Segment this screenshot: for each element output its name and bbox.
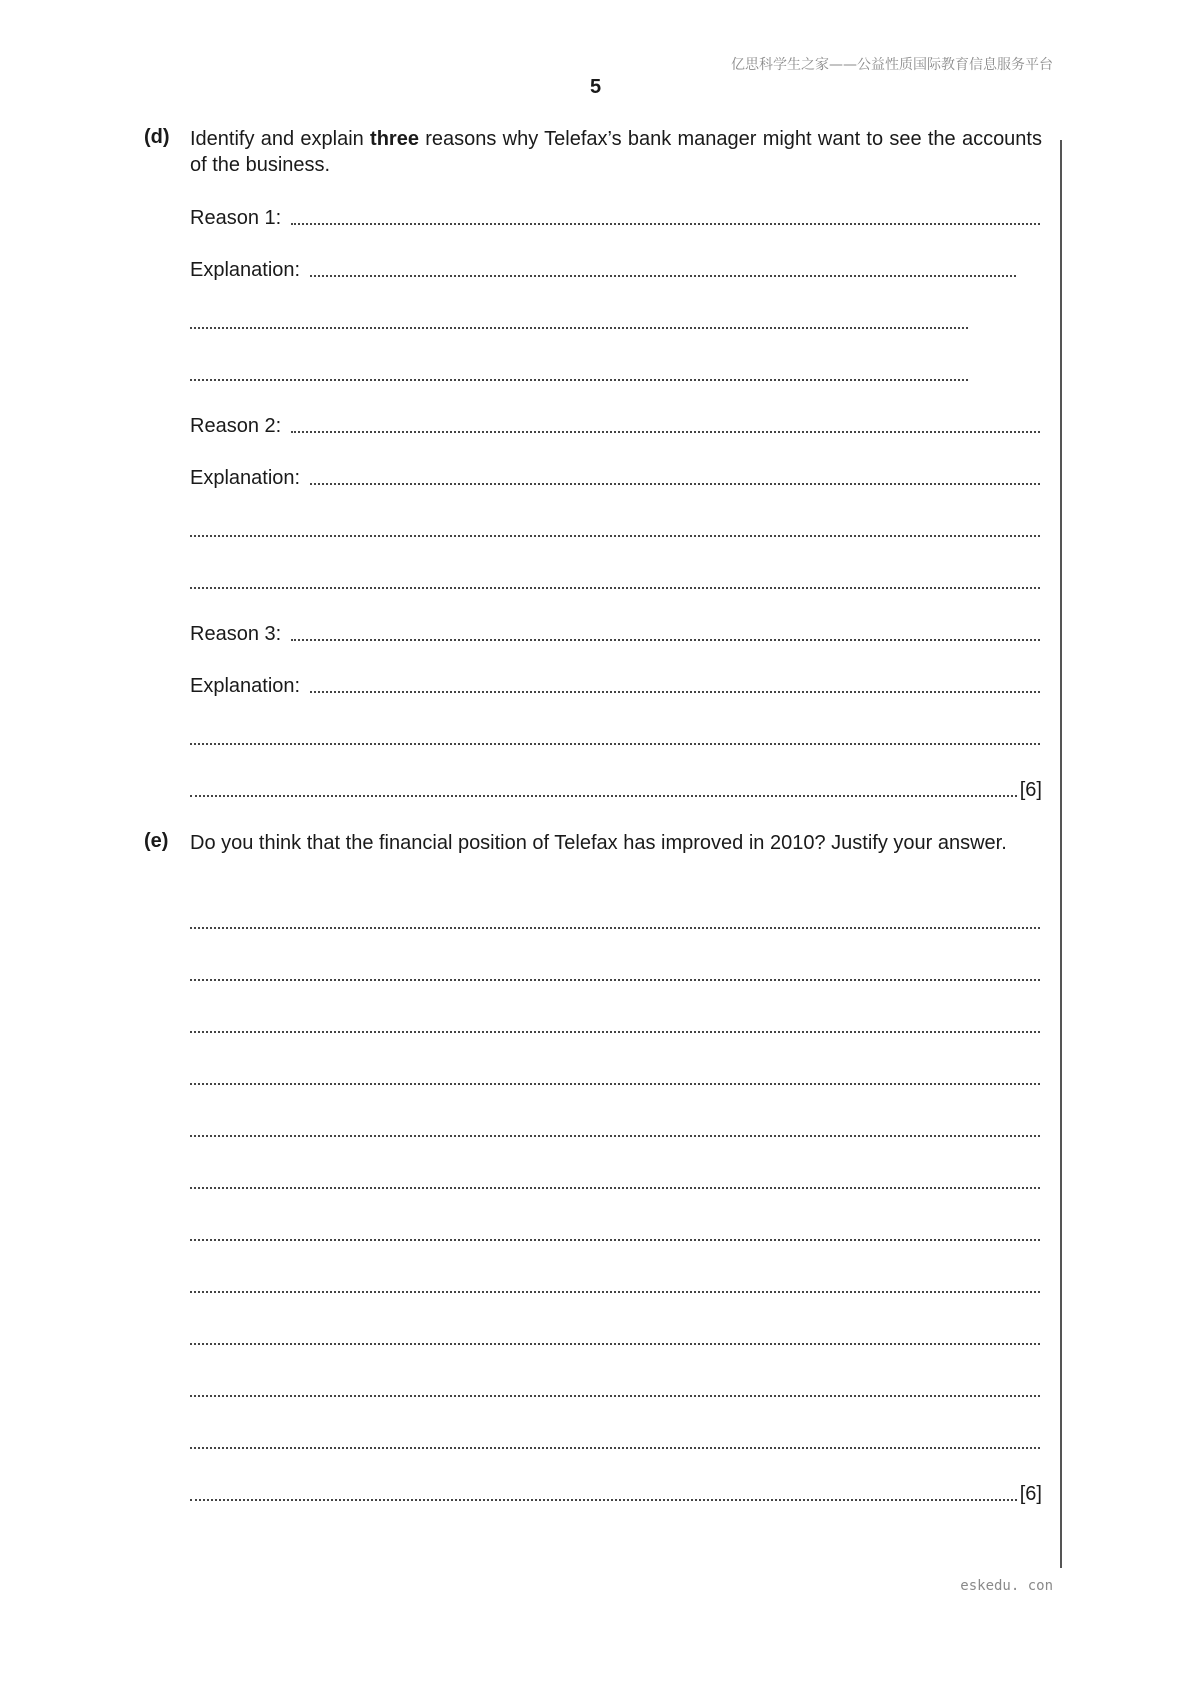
answer-line[interactable]	[190, 1062, 1040, 1090]
marks-e: [6]	[1019, 1483, 1042, 1505]
answer-line[interactable]	[190, 306, 968, 334]
answer-line[interactable]	[190, 1270, 1040, 1298]
footer-site: eskedu. con	[960, 1578, 1053, 1594]
answer-line[interactable]	[190, 566, 1040, 594]
answer-line-explanation-1[interactable]	[190, 254, 1016, 282]
margin-rule	[1060, 140, 1062, 1568]
answer-line[interactable]	[190, 1010, 1040, 1038]
marks-d: [6]	[1019, 779, 1042, 801]
answer-line[interactable]	[190, 958, 1040, 986]
question-d-text: Identify and explain three reasons why Telefax’s bank manager might want to see the accounts of the business.	[190, 128, 1042, 176]
question-d-emphasis: three	[370, 128, 419, 150]
answer-line[interactable]	[190, 1218, 1040, 1246]
answer-line[interactable]	[190, 906, 1040, 934]
answer-line[interactable]	[190, 1374, 1040, 1402]
answer-line-reason-2[interactable]	[190, 410, 1040, 438]
answer-line[interactable]	[190, 1114, 1040, 1142]
answer-line-reason-1[interactable]	[190, 202, 1040, 230]
question-e-label: (e)	[144, 830, 169, 852]
answer-line[interactable]	[190, 722, 1040, 750]
explanation-1-label: Explanation:	[190, 259, 301, 281]
answer-line-explanation-2[interactable]	[190, 462, 1040, 490]
reason-3-label: Reason 3:	[190, 623, 282, 645]
reason-2-label: Reason 2:	[190, 415, 282, 437]
answer-line[interactable]	[190, 1478, 1042, 1506]
watermark: 亿思科学生之家——公益性质国际教育信息服务平台	[731, 57, 1053, 73]
answer-line[interactable]	[190, 1166, 1040, 1194]
answer-line[interactable]	[190, 1426, 1040, 1454]
answer-line[interactable]	[190, 1322, 1040, 1350]
answer-line-explanation-3[interactable]	[190, 670, 1040, 698]
reason-1-label: Reason 1:	[190, 207, 282, 229]
answer-line[interactable]	[190, 358, 968, 386]
explanation-2-label: Explanation:	[190, 467, 301, 489]
answer-line[interactable]	[190, 514, 1040, 542]
question-d-label: (d)	[144, 126, 170, 148]
page-number: 5	[589, 76, 602, 98]
explanation-3-label: Explanation:	[190, 675, 301, 697]
answer-line-reason-3[interactable]	[190, 618, 1040, 646]
answer-line[interactable]	[190, 774, 1042, 802]
question-e-text: Do you think that the financial position of Telefax has improved in 2010? Justify your answer.	[190, 832, 1007, 854]
